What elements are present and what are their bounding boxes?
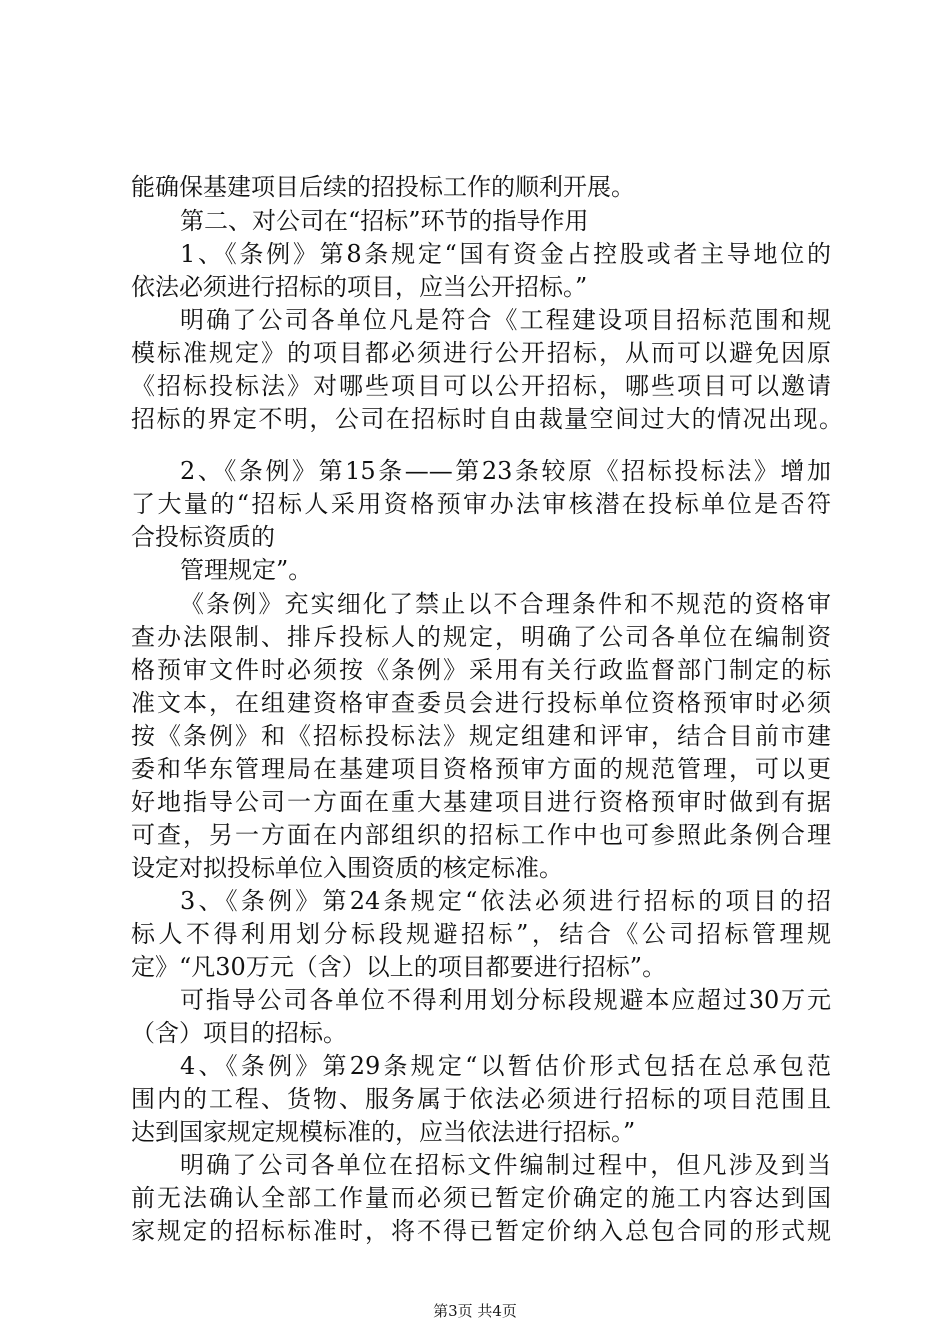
paragraph-line: 设定对拟投标单位入围资质的核定标准。 <box>131 854 563 882</box>
paragraph-line: 3、《条例》第24条规定“依法必须进行招标的项目的招 <box>180 887 831 915</box>
paragraph-line: 合投标资质的 <box>131 523 275 551</box>
paragraph-line: 可查，另一方面在内部组织的招标工作中也可参照此条例合理 <box>131 821 831 849</box>
paragraph-line: 围内的工程、货物、服务属于依法必须进行招标的项目范围且 <box>131 1085 831 1113</box>
paragraph-line: 4、《条例》第29条规定“以暂估价形式包括在总承包范 <box>180 1052 831 1080</box>
paragraph-line: 《招标投标法》对哪些项目可以公开招标，哪些项目可以邀请 <box>131 372 831 400</box>
paragraph-line: 家规定的招标标准时，将不得已暂定价纳入总包合同的形式规 <box>131 1217 831 1245</box>
paragraph-line: 了大量的“招标人采用资格预审办法审核潜在投标单位是否符 <box>131 490 831 518</box>
paragraph-line: 查办法限制、排斥投标人的规定，明确了公司各单位在编制资 <box>131 623 831 651</box>
paragraph-line: 定》“凡30万元（含）以上的项目都要进行招标”。 <box>131 953 667 981</box>
paragraph-line: 按《条例》和《招标投标法》规定组建和评审，结合目前市建 <box>131 722 831 750</box>
paragraph-line: 依法必须进行招标的项目，应当公开招标。” <box>131 273 588 301</box>
paragraph-line: 能确保基建项目后续的招投标工作的顺利开展。 <box>131 173 635 201</box>
paragraph-line: 好地指导公司一方面在重大基建项目进行资格预审时做到有据 <box>131 788 831 816</box>
paragraph-line: （含）项目的招标。 <box>131 1019 347 1047</box>
paragraph-line: 达到国家规定规模标准的，应当依法进行招标。” <box>131 1118 636 1146</box>
paragraph-line: 模标准规定》的项目都必须进行公开招标，从而可以避免因原 <box>131 339 831 367</box>
paragraph-line: 委和华东管理局在基建项目资格预审方面的规范管理，可以更 <box>131 755 831 783</box>
paragraph-line: 明确了公司各单位凡是符合《工程建设项目招标范围和规 <box>180 306 831 334</box>
paragraph-line: 招标的界定不明，公司在招标时自由裁量空间过大的情况出现。 <box>131 405 843 433</box>
paragraph-line: 1、《条例》第8条规定“国有资金占控股或者主导地位的 <box>180 240 831 268</box>
page-footer: 第3页 共4页 <box>433 1302 517 1320</box>
paragraph-line: 2、《条例》第15条——第23条较原《招标投标法》增加 <box>180 457 831 485</box>
paragraph-line: 明确了公司各单位在招标文件编制过程中，但凡涉及到当 <box>180 1151 831 1179</box>
paragraph-line: 格预审文件时必须按《条例》采用有关行政监督部门制定的标 <box>131 656 831 684</box>
paragraph-line: 准文本，在组建资格审查委员会进行投标单位资格预审时必须 <box>131 689 831 717</box>
paragraph-line: 管理规定”。 <box>180 556 313 584</box>
section-heading: 第二、对公司在“招标”环节的指导作用 <box>180 207 589 235</box>
paragraph-line: 可指导公司各单位不得利用划分标段规避本应超过30万元 <box>180 986 831 1014</box>
paragraph-line: 标人不得利用划分标段规避招标”，结合《公司招标管理规 <box>131 920 831 948</box>
paragraph-line: 《条例》充实细化了禁止以不合理条件和不规范的资格审 <box>180 590 831 618</box>
paragraph-line: 前无法确认全部工作量而必须已暂定价确定的施工内容达到国 <box>131 1184 831 1212</box>
